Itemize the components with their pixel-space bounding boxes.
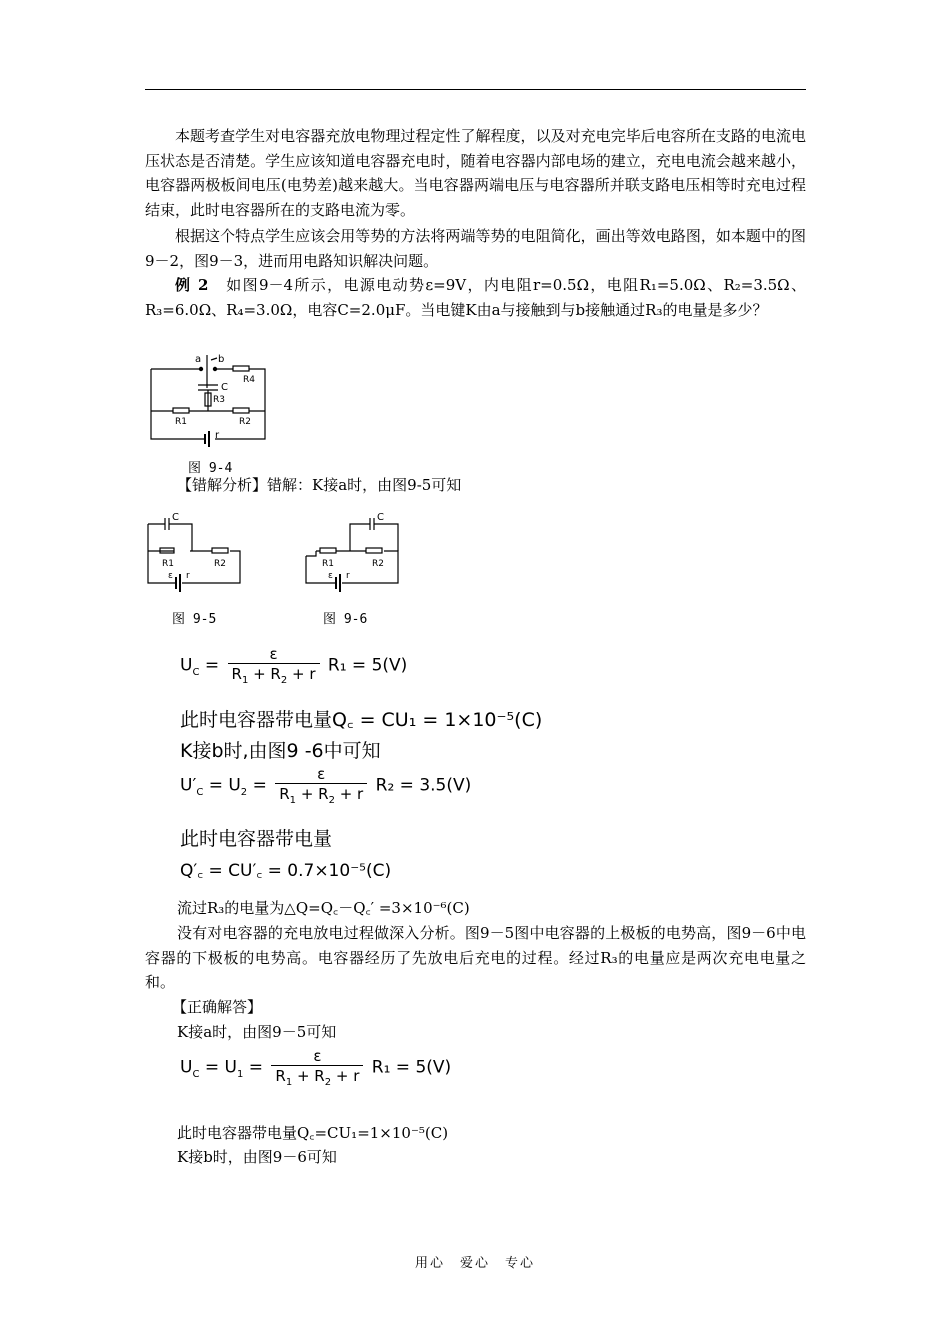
- label-C: C: [221, 382, 228, 393]
- label-C-95: C: [172, 512, 179, 523]
- label-r-96: r: [346, 571, 350, 581]
- label-a: a: [195, 354, 202, 365]
- equation-uc: $U_C$ = $\frac{\varepsilon}{R_1 + R_2 + r}$ R₁ = 5(V): [180, 645, 408, 686]
- figure-9-5-caption: 图 9-5: [172, 612, 217, 627]
- figure-9-4-circuit: [143, 350, 273, 450]
- label-R3: R3: [213, 395, 225, 405]
- flow-through-r3: 流过R₃的电量为△Q=Q꜀－Q꜀′ =3×10⁻⁶(C): [177, 899, 470, 917]
- example-2: [145, 273, 806, 322]
- eq1-result: R₁ = 5(V): [327, 655, 408, 676]
- label-R1-95: R1: [162, 559, 174, 569]
- equation-uc-correct: $U_C = U_1$ = $\frac{\varepsilon}{R_1 + R_2 + r}$ R₁ = 5(V): [180, 1047, 452, 1088]
- figure-9-4-caption: 图 9-4: [188, 461, 233, 476]
- label-emf-95: ε: [168, 571, 173, 581]
- eq1-numerator: ε: [269, 645, 278, 663]
- label-R2: R2: [239, 417, 251, 427]
- figure-9-6-caption: 图 9-6: [323, 612, 368, 627]
- equation-charge-b-text: 此时电容器带电量: [180, 828, 333, 850]
- label-R2-95: R2: [214, 559, 226, 569]
- label-R2-96: R2: [372, 559, 384, 569]
- eq4-result: R₂ = 3.5(V): [375, 775, 472, 796]
- label-R4: R4: [243, 375, 255, 385]
- analysis-paragraph: 没有对电容器的充电放电过程做深入分析。图9－5图中电容器的上极板的电势高，图9－6中电容器的下极板的电势高。电容器经历了先放电后充电的过程。经过R₃的电量应是两次充电电量之和。: [145, 924, 806, 991]
- label-R1: R1: [175, 417, 187, 427]
- example-label: 例 2: [175, 276, 209, 294]
- equation-charge-a: 此时电容器带电量Q꜀ = CU₁ = 1×10⁻⁵(C): [180, 709, 543, 731]
- correct-answer-heading: 【正确解答】: [172, 998, 263, 1016]
- k-connect-b: K接b时，由图9－6可知: [177, 1148, 337, 1166]
- example-body: 如图9－4所示，电源电动势ε=9V，内电阻r=0.5Ω，电阻R₁=5.0Ω、R₂=3.5Ω、R₃=6.0Ω、R₄=3.0Ω，电容C=2.0μF。当电键K由a与接触到与b接触通过R₃的电量是多少？: [145, 276, 806, 319]
- charge-line-correct: 此时电容器带电量Q꜀=CU₁=1×10⁻⁵(C): [177, 1124, 449, 1142]
- equation-kb-text: K接b时,由图9 -6中可知: [180, 740, 381, 762]
- label-emf-96: ε: [328, 571, 333, 581]
- figure-9-6-circuit: [298, 508, 408, 598]
- wrong-analysis-heading: 【错解分析】错解：K接a时，由图9-5可知: [177, 476, 462, 494]
- label-C-96: C: [377, 512, 384, 523]
- equation-charge-b: Q′꜀ = CU′꜀ = 0.7×10⁻⁵(C): [180, 861, 392, 881]
- k-connect-a: K接a时，由图9－5可知: [177, 1023, 337, 1041]
- label-r-95: r: [186, 571, 190, 581]
- paragraph-intro: 本题考查学生对电容器充放电物理过程定性了解程度，以及对充电完毕后电容所在支路的电流电压状态是否清楚。学生应该知道电容器充电时，随着电容器内部电场的建立，充电电流会越来越小，电容器两极板间电压(电势差)越来越大。当电容器两端电压与电容器所并联支路电压相等时充电过程结束，此时电容器所在的支路电流为零。: [145, 127, 806, 219]
- page-footer: 用心 爱心 专心: [414, 1256, 535, 1271]
- label-r: r: [215, 430, 220, 441]
- header-rule: [145, 89, 806, 90]
- equation-uc-prime: $U'_C = U_2$ = $\frac{\varepsilon}{R_1 + R_2 + r}$ R₂ = 3.5(V): [180, 765, 472, 806]
- label-R1-96: R1: [322, 559, 334, 569]
- figure-9-5-circuit: [140, 508, 250, 598]
- label-b: b: [218, 354, 225, 365]
- paragraph-method: 根据这个特点学生应该会用等势的方法将两端等势的电阻简化，画出等效电路图，如本题中的图9－2，图9－3，进而用电路知识解决问题。: [145, 227, 806, 270]
